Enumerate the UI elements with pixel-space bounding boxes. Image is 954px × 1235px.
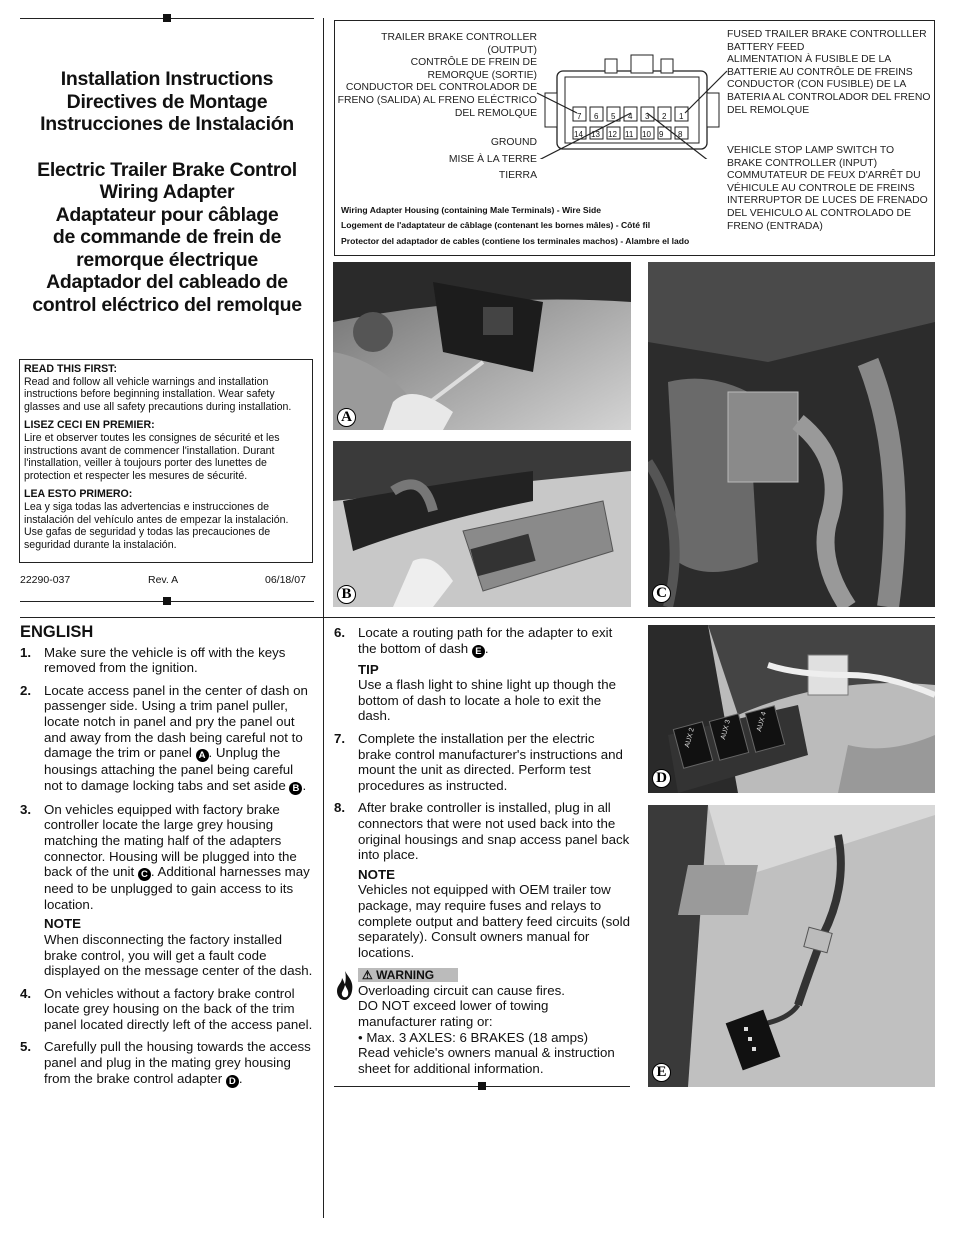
step-2: 2. Locate access panel in the center of dash on passenger side. Using a trim panel puller, locate notch in panel and pry the panel out and away from the dash being careful not to damage the trim or panel A . Unplug the housings attaching the panel being careful not to damage locking tabs and set aside B . — [20, 682, 308, 794]
rule-marker — [163, 597, 171, 605]
date: 06/18/07 — [265, 574, 306, 586]
photo-b-unplug-housing — [333, 441, 631, 607]
step-1: 1. Make sure the vehicle is off with the keys removed from the ignition. — [20, 644, 286, 676]
pin-number: 3 — [645, 112, 650, 121]
warning-block — [334, 967, 630, 1076]
title-block — [20, 68, 314, 316]
warning-line: • Max. 3 AXLES: 6 BRAKES (18 amps) — [358, 1029, 589, 1045]
callout-c-icon: C — [138, 868, 151, 881]
title-line: Directives de Montage — [66, 90, 268, 113]
callout-d-icon: D — [226, 1075, 239, 1088]
section-heading: ENGLISH — [20, 623, 94, 641]
callout-b-icon: B — [289, 782, 302, 795]
warning-line: DO NOT exceed lower of towing manufacturer rating or: — [358, 998, 549, 1030]
tip-heading: TIP — [358, 661, 379, 677]
product-title-line: Adaptador del cableado de — [46, 271, 288, 293]
revision: Rev. A — [148, 574, 179, 586]
rule-marker — [478, 1082, 486, 1090]
product-title-line: Electric Trailer Brake Control — [37, 158, 297, 181]
read-first-body-es: Lea y siga todas las advertencias e instrucciones de instalación del vehículo antes de empezar la instalación. Use gafas de seguridad y todas las precauciones de seguridad durante la instalación. — [24, 500, 289, 551]
aux-3-label: AUX 3 — [719, 719, 732, 741]
photo-a-access-panel — [333, 262, 631, 430]
read-first-body-en: Read and follow all vehicle warnings and installation instructions before beginning installation. Wear safety glasses and use all safety precautions during installation. — [24, 375, 292, 413]
pin-number: 2 — [662, 112, 667, 121]
photo-label: E — [652, 1063, 671, 1082]
aux-4-label: AUX 4 — [755, 711, 768, 733]
pin-number: 1 — [679, 112, 684, 121]
pin-number: 10 — [642, 130, 651, 139]
product-title-line: Adaptateur pour câblage — [55, 203, 279, 226]
pin-number: 14 — [574, 130, 583, 139]
caption-en: Wiring Adapter Housing (containing Male Terminals) - Wire Side — [341, 205, 602, 215]
pin-number: 12 — [608, 130, 617, 139]
pin-number: 8 — [678, 130, 683, 139]
product-title-line: remorque électrique — [76, 248, 258, 271]
pin-number: 9 — [659, 130, 664, 139]
wiring-diagram — [334, 20, 935, 256]
pin-number: 4 — [628, 112, 633, 121]
read-first-heading-fr: LISEZ CECI EN PREMIER: — [24, 419, 155, 432]
rule-marker — [163, 14, 171, 22]
tip-body: Use a flash light to shine light up though the bottom of dash to locate a hole to exit the dash. — [358, 677, 616, 724]
note-body: Vehicles not equipped with OEM trailer tow package, may require fuses and relays to complete output and battery feed circuits (sold separately). Consult owners manual for locations. — [358, 882, 630, 960]
photo-d-adapter-connected — [648, 625, 935, 793]
output-label: TRAILER BRAKE CONTROLLER (OUTPUT) CONTRÔLE DE FREIN DE REMORQUE (SORTIE) CONDUCTOR DEL CONTROLADOR DE FRENO (SALIDA) AL FRENO ELÉCTRICO DEL REMOLQUE — [337, 32, 537, 119]
pin-number: 7 — [577, 112, 582, 121]
read-first-heading-es: LEA ESTO PRIMERO: — [24, 488, 133, 501]
pin-number: 13 — [591, 130, 600, 139]
read-first-box — [19, 359, 313, 563]
photo-label: A — [337, 408, 356, 427]
product-title-line: control eléctrico del remolque — [32, 293, 302, 316]
caption-fr: Logement de l'adaptateur de câblage (contenant les bornes mâles) - Côté fil — [341, 220, 651, 230]
read-first-body-fr: Lire et observer toutes les consignes de sécurité et les instructions avant de commencer l'installation. Durant l'installation, veiller à toujours porter des lunettes de protection et respecter les mesures de sécurité. — [24, 431, 280, 482]
battery-feed-label: FUSED TRAILER BRAKE CONTROLLLER BATTERY FEED ALIMENTATION À FUSIBLE DE LA BATTERIE AU CONTRÔLE DE FREINS CONDUCTOR (CON FUSIBLE) DE LA BATERIA AL CONTROLADOR DEL FRENO DEL REMOLQUE — [727, 29, 931, 116]
step-3: 3. On vehicles equipped with factory brake controller locate the large grey housing matching the mating half of the adapters connector. Housing will be plugged into the back of the unit C . Additional harnesses may need to be unplugged to gain access to its location. NOTE When disconnecting the factory installed brake control, you will get a fault code displayed on the message center of the dash. — [20, 801, 313, 979]
step-8: 8. After brake controller is installed, plug in all connectors that were not used back into the original housings and snap access panel back into place. NOTE Vehicles not equipped with OEM trailer tow package, may require fuses and relays to complete output and battery feed circuits (sold separately). Consult owners manual for locations. — [334, 800, 630, 960]
photo-label: D — [652, 769, 671, 788]
english-column-right — [334, 625, 630, 1076]
note-heading: NOTE — [358, 866, 395, 882]
photo-label: C — [652, 584, 671, 603]
title-line: Installation Instructions — [60, 68, 274, 90]
product-title-line: de commande de frein de — [52, 226, 282, 248]
step-7: 7. Complete the installation per the electric brake control manufacturer's instructions and mount the unit as directed. Perform test procedures as instructed. — [334, 730, 623, 793]
warning-line: Read vehicle's owners manual & instruction sheet for additional information. — [358, 1045, 615, 1076]
pin-number: 5 — [611, 112, 616, 121]
warning-badge: ⚠ WARNING — [358, 968, 458, 982]
callout-a-icon: A — [196, 749, 209, 762]
step-5: 5. Carefully pull the housing towards the access panel and plug in the mating grey housing from the brake control adapter D . — [20, 1039, 311, 1087]
column-divider — [323, 18, 324, 1218]
warning-line: Overloading circuit can cause fires. — [358, 982, 565, 998]
read-first-heading-en: READ THIS FIRST: — [24, 363, 117, 375]
product-title-line: Wiring Adapter — [99, 181, 235, 203]
step-4: 4. On vehicles without a factory brake control locate grey housing on the back of the trim panel located directly left of the access panel. — [20, 985, 313, 1032]
note-heading: NOTE — [44, 916, 81, 932]
callout-e-icon: E — [472, 645, 485, 658]
ground-label: GROUND MISE À LA TERRE TIERRA — [448, 137, 537, 181]
photo-label: B — [337, 585, 356, 604]
stop-lamp-label: VEHICLE STOP LAMP SWITCH TO BRAKE CONTROLLER (INPUT) COMMUTATEUR DE FEUX D'ARRÊT DU VÉHICULE AU CONTROLE DE FREINS INTERRUPTOR DE LUCES DE FRENADO DEL VEHICULO AL CONTROLADO DE FRENO (ENTRADA) — [727, 145, 928, 232]
photo-e-harness-routing — [648, 805, 935, 1087]
part-number: 22290-037 — [20, 574, 71, 586]
pin-number: 6 — [594, 112, 599, 121]
pin-number: 11 — [625, 130, 634, 139]
photo-c-factory-controller — [648, 262, 935, 607]
english-column-left — [20, 625, 314, 1095]
step-6: 6. Locate a routing path for the adapter to exit the bottom of dash E . TIP Use a flash light to shine light up though the bottom of dash to locate a hole to exit the dash. — [334, 625, 630, 724]
note-body: When disconnecting the factory installed brake control, you will get a fault code displayed on the message center of the dash. — [44, 931, 313, 979]
caption-es: Protector del adaptador de cables (contiene los terminales machos) - Alambre el lado — [341, 236, 690, 246]
connector-housing-drawing — [535, 49, 735, 159]
fire-icon — [334, 969, 356, 1001]
aux-2-label: AUX 2 — [683, 727, 696, 749]
title-line: Instrucciones de Instalación — [40, 113, 294, 135]
section-divider — [20, 617, 935, 618]
